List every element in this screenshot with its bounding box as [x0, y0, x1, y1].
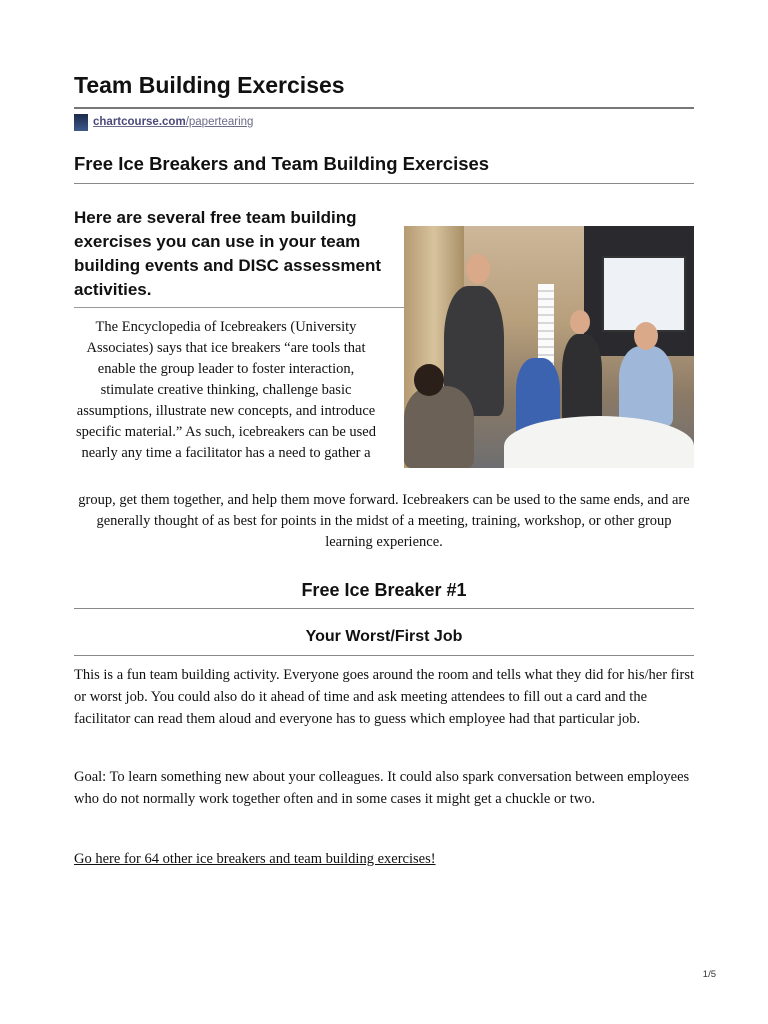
- photo-table: [504, 416, 694, 468]
- lead-paragraph: Here are several free team building exercises you can use in your team building events and DISC assessment activities.: [74, 208, 382, 299]
- photo-projector-screen: [602, 256, 686, 332]
- page-title: Team Building Exercises: [74, 72, 345, 98]
- section-subheading: Your Worst/First Job: [305, 628, 463, 645]
- lead-divider: [74, 307, 404, 308]
- subtitle-divider: [74, 183, 694, 184]
- site-favicon-icon: [74, 114, 88, 131]
- title-divider: [74, 107, 694, 109]
- photo-person-dark: [562, 334, 602, 424]
- goal-paragraph: Goal: To learn something new about your colleagues. It could also spark conversation between employees who do not normally work together often and in some cases it might get a chuckle or two.: [74, 769, 690, 807]
- source-line: [74, 113, 253, 131]
- subtitle: Free Ice Breakers and Team Building Exercises: [74, 153, 490, 174]
- photo-person-seated: [404, 386, 474, 468]
- page-number: 1/5: [702, 969, 716, 980]
- photo-head: [570, 310, 590, 334]
- section-divider: [74, 608, 694, 609]
- source-link[interactable]: [93, 116, 253, 128]
- body-paragraph: This is a fun team building activity. Everyone goes around the room and tells what they did for his/her first or worst job. You could also do it ahead of time and ask meeting attendees to fill out a card and the facilitator can read them aloud and everyone has to guess which employee had that particular job.: [74, 667, 695, 727]
- intro-paragraph: The Encyclopedia of Icebreakers (University Associates) says that ice breakers “are tools that enable the group leader to foster interaction, stimulate creative thinking, challenge basic assumptions, illustrate new concepts, and introduce specific material.” As such, icebreakers can be used nearly any time a facilitator has a need to gather a: [76, 319, 376, 461]
- more-exercises-link[interactable]: Go here for 64 other ice breakers and team building exercises!: [74, 851, 436, 867]
- document-page: [74, 0, 694, 1024]
- photo-head: [414, 364, 444, 396]
- photo-person-laughing: [619, 346, 673, 426]
- intro-paragraph-continued: group, get them together, and help them move forward. Icebreakers can be used to the same ends, and are generally thought of as best for points in the midst of a meeting, training, workshop, or other group learning experience.: [78, 492, 690, 550]
- subsection-divider: [74, 655, 694, 656]
- section-heading: Free Ice Breaker #1: [301, 580, 467, 600]
- photo-head: [466, 254, 490, 284]
- source-domain: chartcourse.com: [93, 116, 186, 128]
- photo-head: [634, 322, 658, 350]
- team-building-photo: [404, 226, 694, 468]
- source-path: /papertearing: [185, 116, 254, 128]
